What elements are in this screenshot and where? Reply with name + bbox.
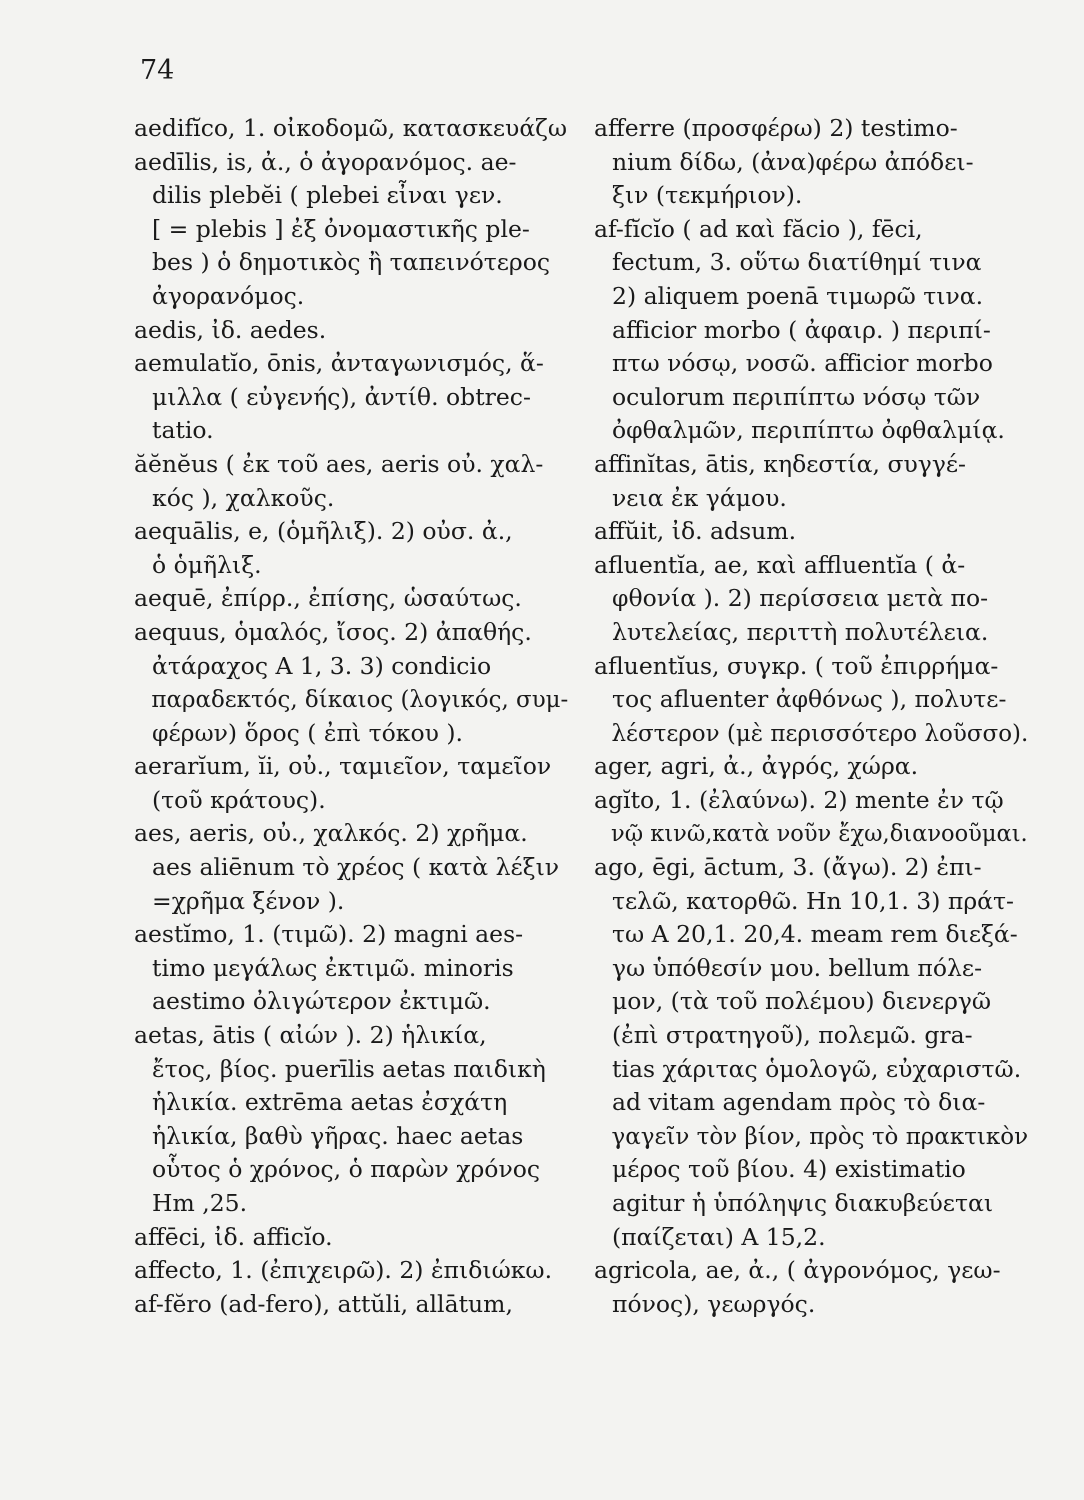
entry-continuation-line: bes ) ὁ δημοτικὸς ἢ ταπεινότερος xyxy=(152,248,551,277)
entry-headword-line: aequus, ὁμαλός, ἴσος. 2) ἀπαθής. xyxy=(134,617,532,646)
entry-continuation-line: νεια ἐκ γάμου. xyxy=(612,483,787,512)
entry-headword-line: aedis, ἰδ. aedes. xyxy=(134,315,327,344)
entry-continuation-line: τος afluenter ἀφθόνως ), πολυτε- xyxy=(612,685,1007,714)
entry-headword-line: aetas, ātis ( αἰών ). 2) ἡλικία, xyxy=(134,1021,487,1050)
entry-continuation-line: 2) aliquem poenā τιμωρῶ τινα. xyxy=(612,281,984,310)
entry-continuation-line: τω A 20,1. 20,4. meam rem διεξά- xyxy=(612,920,1018,949)
entry-continuation-line: dilis plebĕi ( plebei εἶναι γεν. xyxy=(152,181,503,210)
entry-continuation-line: ἔτος, βίος. puerīlis aetas παιδικὴ xyxy=(152,1054,546,1083)
entry-continuation-line: (ἐπὶ στρατηγοῦ), πολεμῶ. gra- xyxy=(612,1021,973,1050)
entry-continuation-line: agitur ἡ ὑπόληψις διακυβεύεται xyxy=(612,1189,994,1217)
entry-continuation-line: φθονία ). 2) περίσσεια μετὰ πο- xyxy=(612,584,989,613)
entry-headword-line: ăĕnĕus ( ἐκ τοῦ aes, aeris οὐ. χαλ- xyxy=(134,449,544,478)
right-column xyxy=(588,112,1028,1321)
entry-headword-line: affēci, ἰδ. afficĭo. xyxy=(134,1222,333,1251)
entry-continuation-line: (τοῦ κράτους). xyxy=(152,785,326,814)
entry-continuation-line: aes aliēnum τὸ χρέος ( κατὰ λέξιν xyxy=(152,853,560,882)
entry-continuation-line: μέρος τοῦ βίου. 4) existimatio xyxy=(612,1155,966,1184)
page-number: 74 xyxy=(140,55,175,86)
entry-headword-line: agĭto, 1. (ἐλαύνω). 2) mente ἐν τῷ xyxy=(594,785,1004,814)
entry-continuation-line: ἀτάραχος A 1, 3. 3) condicio xyxy=(152,651,492,680)
entry-continuation-line: aestimo ὀλιγώτερον ἐκτιμῶ. xyxy=(152,987,491,1016)
entry-headword-line: aequē, ἐπίρρ., ἐπίσης, ὡσαύτως. xyxy=(134,584,522,613)
entry-headword-line: aequālis, e, (ὁμῆλιξ). 2) οὐσ. ἀ., xyxy=(134,517,513,546)
entry-continuation-line: (παίζεται) A 15,2. xyxy=(612,1222,826,1251)
entry-continuation-line: fectum, 3. οὕτω διατίθημί τινα xyxy=(612,248,982,277)
entry-continuation-line: nium δίδω, (ἀνα)φέρω ἀπόδει- xyxy=(612,147,974,176)
entry-headword-line: aemulatĭo, ōnis, ἀνταγωνισμός, ἅ- xyxy=(134,349,544,378)
entry-continuation-line: timo μεγάλως ἐκτιμῶ. minoris xyxy=(152,953,514,982)
entry-headword-line: agricola, ae, ἀ., ( ἀγρονόμος, γεω- xyxy=(594,1256,1001,1285)
entry-continuation-line: Hm ,25. xyxy=(152,1189,248,1217)
entry-headword-line: af-fĕro (ad-fero), attŭli, allātum, xyxy=(134,1289,513,1318)
entry-headword-line: aerarĭum, ĭi, οὐ., ταμιεῖον, ταμεῖον xyxy=(134,752,552,781)
entry-headword-line: affecto, 1. (ἐπιχειρῶ). 2) ἐπιδιώκω. xyxy=(134,1256,553,1285)
entry-continuation-line: ἀγορανόμος. xyxy=(152,281,305,310)
entry-continuation-line: ὀφθαλμῶν, περιπίπτω ὀφθαλμίᾳ. xyxy=(612,416,1005,445)
entry-continuation-line: ad vitam agendam πρὸς τὸ δια- xyxy=(612,1088,986,1117)
entry-continuation-line: oculorum περιπίπτω νόσῳ τῶν xyxy=(612,382,981,411)
entry-headword-line: afluentĭa, ae, καὶ affluentĭa ( ἀ- xyxy=(594,550,966,579)
entry-continuation-line: afficior morbo ( ἀφαιρ. ) περιπί- xyxy=(612,315,991,344)
entry-continuation-line: φέρων) ὅρος ( ἐπὶ τόκου ). xyxy=(152,718,464,747)
entry-continuation-line: μον, (τὰ τοῦ πολέμου) διενεργῶ xyxy=(612,987,992,1016)
entry-continuation-line: τελῶ, κατορθῶ. Hn 10,1. 3) πράτ- xyxy=(612,886,1014,915)
entry-headword-line: affŭit, ἰδ. adsum. xyxy=(594,517,797,546)
entry-continuation-line: παραδεκτός, δίκαιος (λογικός, συμ- xyxy=(151,685,569,714)
entry-headword-line: af-fĭcĭo ( ad καὶ făcio ), fēci, xyxy=(594,214,923,243)
entry-headword-line: ago, ēgi, āctum, 3. (ἄγω). 2) ἐπι- xyxy=(594,853,982,882)
entry-continuation-line: =χρῆμα ξένον ). xyxy=(152,886,345,915)
entry-continuation-line: tatio. xyxy=(152,416,214,445)
entry-headword-line: aes, aeris, οὐ., χαλκός. 2) χρῆμα. xyxy=(134,819,528,848)
left-column xyxy=(128,112,568,1321)
entry-headword-line: aedīlis, is, ἀ., ὁ ἀγορανόμος. ae- xyxy=(134,147,517,176)
entry-headword-line: aedifĭco, 1. οἰκοδομῶ, κατασκευάζω xyxy=(134,114,568,142)
entry-continuation-line: ἡλικία, βαθὺ γῆρας. haec aetas xyxy=(152,1121,524,1150)
entry-continuation-line: γω ὑπόθεσίν μου. bellum πόλε- xyxy=(612,953,983,982)
entry-continuation-line: ὁ ὁμῆλιξ. xyxy=(152,550,262,579)
entry-continuation-line: ξιν (τεκμήριον). xyxy=(612,181,803,210)
entry-continuation-line: πτω νόσῳ, νοσῶ. afficior morbo xyxy=(612,349,993,378)
entry-continuation-line: πόνος), γεωργός. xyxy=(612,1289,816,1318)
entry-headword-line: affinĭtas, ātis, κηδεστία, συγγέ- xyxy=(594,449,966,478)
entry-continuation-line: γαγεῖν τὸν βίον, πρὸς τὸ πρακτικὸν xyxy=(611,1121,1029,1150)
entry-headword-line: afluentĭus, συγκρ. ( τοῦ ἐπιρρήμα- xyxy=(594,651,999,680)
entry-continuation-line: μιλλα ( εὐγενής), ἀντίθ. obtrec- xyxy=(152,382,531,411)
entry-continuation-line: tias χάριτας ὁμολογῶ, εὐχαριστῶ. xyxy=(612,1054,1022,1083)
entry-continuation-line: λυτελείας, περιττὴ πολυτέλεια. xyxy=(612,617,989,646)
entry-continuation-line: λέστερον (μὲ περισσότερο λοῦσσο). xyxy=(611,718,1029,747)
entry-headword-line: afferre (προσφέρω) 2) testimo- xyxy=(594,114,958,142)
entry-continuation-line: νῷ κινῶ,κατὰ νοῦν ἔχω,διανοοῦμαι. xyxy=(611,819,1028,848)
entry-headword-line: ager, agri, ἀ., ἀγρός, χώρα. xyxy=(594,752,919,781)
entry-continuation-line: ἡλικία. extrēma aetas ἐσχάτη xyxy=(152,1088,508,1117)
entry-continuation-line: οὗτος ὁ χρόνος, ὁ παρὼν χρόνος xyxy=(152,1155,541,1184)
entry-continuation-line: [ = plebis ] ἐξ ὀνομαστικῆς ple- xyxy=(152,214,530,243)
entry-continuation-line: κός ), χαλκοῦς. xyxy=(152,483,335,512)
entry-headword-line: aestĭmo, 1. (τιμῶ). 2) magni aes- xyxy=(134,920,524,949)
